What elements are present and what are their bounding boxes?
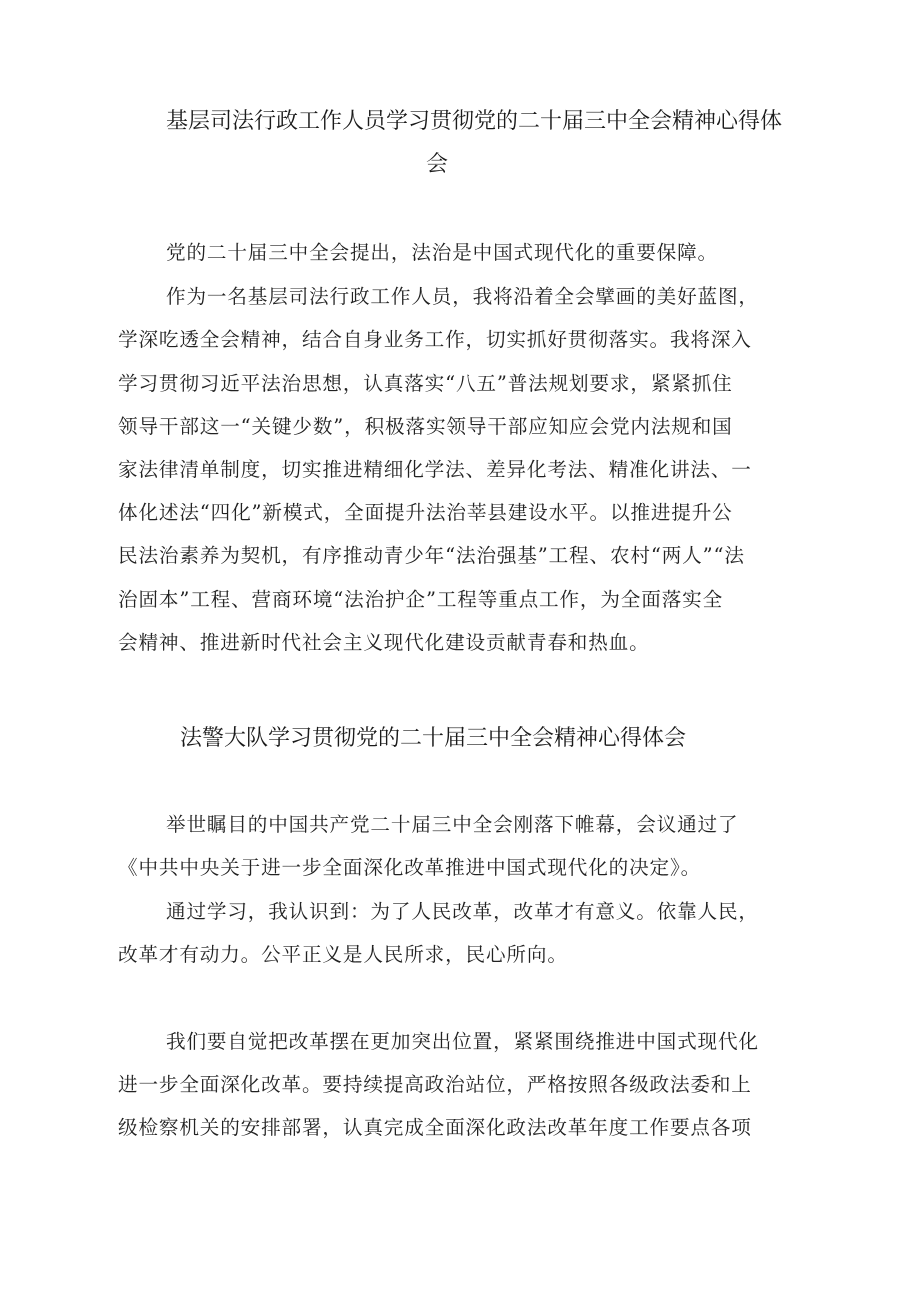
paragraph-line: 体化述法“四化”新模式，全面提升法治莘县建设水平。以推进提升公 [118,501,733,524]
paragraph-line: 进一步全面深化改革。要持续提高政治站位，严格按照各级政法委和上 [118,1073,752,1096]
paragraph-line: 级检察机关的安排部署，认真完成全面深化政法改革年度工作要点各项 [118,1116,752,1139]
paragraph-line: 学深吃透全会精神，结合自身业务工作，切实抓好贯彻落实。我将深入 [118,328,752,351]
article-1-title-continued: 会 [426,152,449,177]
paragraph-line: 家法律清单制度，切实推进精细化学法、差异化考法、精准化讲法、一 [118,458,752,481]
paragraph-line: 作为一名基层司法行政工作人员，我将沿着全会擘画的美好蓝图， [166,285,759,308]
paragraph-line: 领导干部这一“关键少数”，积极落实领导干部应知应会党内法规和国 [118,415,733,438]
paragraph-line: 《中共中央关于进一步全面深化改革推进中国式现代化的决定》。 [118,856,702,879]
paragraph-line: 我们要自觉把改革摆在更加突出位置，紧紧围绕推进中国式现代化 [166,1030,759,1053]
paragraph-line: 通过学习，我认识到：为了人民改革，改革才有意义。依靠人民， [166,900,759,923]
paragraph-line: 学习贯彻习近平法治思想，认真落实“八五”普法规划要求，紧紧抓住 [118,372,733,395]
article-2-title: 法警大队学习贯彻党的二十届三中全会精神心得体会 [180,726,687,751]
article-1-title: 基层司法行政工作人员学习贯彻党的二十届三中全会精神心得体 [166,109,783,134]
paragraph-line: 民法治素养为契机，有序推动青少年“法治强基”工程、农村“两人”“法 [118,544,745,567]
paragraph-line: 会精神、推进新时代社会主义现代化建设贡献青春和热血。 [118,631,650,654]
paragraph-line: 党的二十届三中全会提出，法治是中国式现代化的重要保障。 [166,241,718,264]
paragraph-line: 治固本”工程、营商环境“法治护企”工程等重点工作，为全面落实全 [118,588,724,611]
paragraph-line: 举世瞩目的中国共产党二十届三中全会刚落下帷幕，会议通过了 [166,813,739,836]
paragraph-line: 改革才有动力。公平正义是人民所求，民心所向。 [118,943,568,966]
